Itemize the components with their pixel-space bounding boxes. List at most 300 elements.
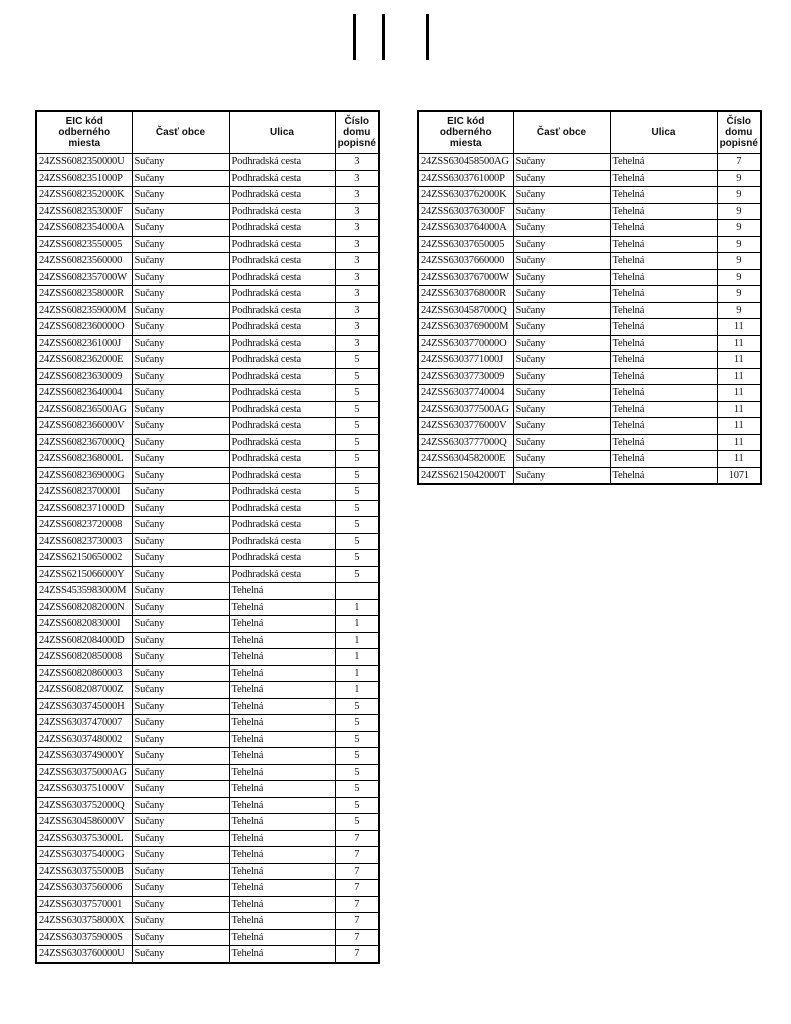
cell-part: Sučany [132,715,229,732]
cell-street: Tehelná [610,220,717,237]
cell-part: Sučany [132,764,229,781]
cell-eic-code: 24ZSS630458500AG [418,154,513,171]
cell-eic-code: 24ZSS63037480002 [36,731,132,748]
cell-street: Tehelná [229,665,335,682]
cell-part: Sučany [132,698,229,715]
table-row [418,401,761,418]
cell-street: Tehelná [229,913,335,930]
cell-eic-code: 24ZSS6082358000R [36,286,132,303]
cell-eic-code: 24ZSS6303768000R [418,286,513,303]
cell-part: Sučany [513,385,610,402]
header-street: Ulica [229,111,335,154]
cell-street: Podhradská cesta [229,418,335,435]
cell-part: Sučany [132,269,229,286]
cell-eic-code: 24ZSS6082354000A [36,220,132,237]
cell-number: 3 [335,187,379,204]
vertical-mark-1 [353,14,356,60]
cell-street: Podhradská cesta [229,467,335,484]
left-table [35,110,380,964]
table-row [36,335,379,352]
cell-number: 11 [717,434,761,451]
table-header [418,111,761,154]
cell-part: Sučany [132,500,229,517]
cell-eic-code: 24ZSS6082353000F [36,203,132,220]
cell-number: 11 [717,368,761,385]
table-row [36,385,379,402]
cell-number: 7 [717,154,761,171]
cell-number: 9 [717,203,761,220]
cell-part: Sučany [132,583,229,600]
cell-number: 7 [335,830,379,847]
cell-part: Sučany [132,665,229,682]
cell-part: Sučany [513,236,610,253]
header-number: Číslo domu popisné [335,111,379,154]
cell-eic-code: 24ZSS6303745000H [36,698,132,715]
cell-street: Podhradská cesta [229,401,335,418]
table-row [36,484,379,501]
table-row [36,665,379,682]
cell-street: Tehelná [229,715,335,732]
table-row [36,599,379,616]
table-row [418,434,761,451]
cell-number: 5 [335,451,379,468]
cell-number: 3 [335,319,379,336]
cell-street: Podhradská cesta [229,352,335,369]
cell-street: Tehelná [610,253,717,270]
table-row [36,352,379,369]
cell-street: Tehelná [229,929,335,946]
cell-number: 9 [717,269,761,286]
cell-part: Sučany [132,649,229,666]
cell-eic-code: 24ZSS6304586000V [36,814,132,831]
table-row [36,946,379,963]
header-part: Časť obce [132,111,229,154]
cell-part: Sučany [132,880,229,897]
cell-number: 5 [335,797,379,814]
cell-eic-code: 24ZSS6303749000Y [36,748,132,765]
cell-part: Sučany [132,830,229,847]
header-part: Časť obce [513,111,610,154]
cell-part: Sučany [132,731,229,748]
cell-part: Sučany [132,203,229,220]
table-row [418,187,761,204]
cell-street: Tehelná [610,418,717,435]
cell-eic-code: 24ZSS6082359000M [36,302,132,319]
table-row [36,781,379,798]
cell-street: Podhradská cesta [229,236,335,253]
cell-part: Sučany [132,451,229,468]
cell-eic-code: 24ZSS6303763000F [418,203,513,220]
cell-part: Sučany [132,632,229,649]
cell-part: Sučany [132,335,229,352]
cell-street: Tehelná [229,649,335,666]
cell-eic-code: 24ZSS63037470007 [36,715,132,732]
vertical-mark-3 [426,14,429,60]
cell-eic-code: 24ZSS63037650005 [418,236,513,253]
cell-number: 5 [335,533,379,550]
vertical-mark-2 [382,14,385,60]
cell-part: Sučany [513,467,610,484]
cell-street: Podhradská cesta [229,319,335,336]
cell-part: Sučany [132,352,229,369]
cell-eic-code: 24ZSS6303754000G [36,847,132,864]
cell-number: 1 [335,682,379,699]
cell-part: Sučany [513,335,610,352]
cell-number: 11 [717,385,761,402]
cell-part: Sučany [132,896,229,913]
cell-number: 1 [335,599,379,616]
cell-eic-code: 24ZSS6303760000U [36,946,132,963]
cell-part: Sučany [513,319,610,336]
table-row [36,913,379,930]
cell-number: 5 [335,385,379,402]
cell-eic-code: 24ZSS6303770000O [418,335,513,352]
table-row [36,616,379,633]
cell-part: Sučany [132,253,229,270]
cell-number: 3 [335,220,379,237]
cell-eic-code: 24ZSS6303771000J [418,352,513,369]
cell-street: Tehelná [610,154,717,171]
cell-number: 5 [335,500,379,517]
cell-number: 5 [335,484,379,501]
cell-street: Podhradská cesta [229,484,335,501]
cell-eic-code: 24ZSS63037560006 [36,880,132,897]
cell-eic-code: 24ZSS6304582000E [418,451,513,468]
cell-eic-code: 24ZSS6304587000Q [418,302,513,319]
cell-street: Tehelná [610,286,717,303]
cell-number: 5 [335,566,379,583]
cell-eic-code: 24ZSS63037660000 [418,253,513,270]
cell-part: Sučany [132,797,229,814]
cell-number: 5 [335,764,379,781]
cell-part: Sučany [513,203,610,220]
cell-eic-code: 24ZSS6082371000D [36,500,132,517]
header-eic: EIC kód odberného miesta [36,111,132,154]
table-row [36,401,379,418]
cell-part: Sučany [132,319,229,336]
table-row [36,880,379,897]
cell-eic-code: 24ZSS6082370000I [36,484,132,501]
cell-part: Sučany [513,220,610,237]
cell-street: Podhradská cesta [229,253,335,270]
cell-number: 5 [335,352,379,369]
cell-number: 5 [335,517,379,534]
cell-part: Sučany [513,352,610,369]
cell-number: 11 [717,401,761,418]
cell-eic-code: 24ZSS4535983000M [36,583,132,600]
cell-eic-code: 24ZSS63037740004 [418,385,513,402]
table-row [418,236,761,253]
cell-eic-code: 24ZSS6082087000Z [36,682,132,699]
table-row [418,253,761,270]
cell-number: 5 [335,781,379,798]
cell-part: Sučany [132,517,229,534]
cell-street: Tehelná [229,632,335,649]
cell-eic-code: 24ZSS6303758000X [36,913,132,930]
cell-part: Sučany [513,154,610,171]
cell-number: 9 [717,170,761,187]
cell-eic-code: 24ZSS63037570001 [36,896,132,913]
cell-eic-code: 24ZSS63037730009 [418,368,513,385]
table-row [36,649,379,666]
table-row [418,302,761,319]
cell-part: Sučany [513,187,610,204]
table-row [418,335,761,352]
cell-eic-code: 24ZSS6082366000V [36,418,132,435]
cell-part: Sučany [513,368,610,385]
table-row [36,682,379,699]
cell-street: Podhradská cesta [229,368,335,385]
cell-street: Podhradská cesta [229,187,335,204]
cell-number: 5 [335,434,379,451]
cell-street: Podhradská cesta [229,286,335,303]
table-header [36,111,379,154]
table-row [418,418,761,435]
table-row [36,698,379,715]
cell-number: 1 [335,632,379,649]
table-row [36,418,379,435]
header-eic: EIC kód odberného miesta [418,111,513,154]
cell-eic-code: 24ZSS60823560000 [36,253,132,270]
cell-street: Tehelná [610,302,717,319]
table-row [36,451,379,468]
cell-part: Sučany [132,814,229,831]
cell-part: Sučany [132,550,229,567]
table-row [418,319,761,336]
cell-eic-code: 24ZSS6303767000W [418,269,513,286]
cell-eic-code: 24ZSS6303777000Q [418,434,513,451]
table-row [418,170,761,187]
cell-street: Tehelná [229,748,335,765]
cell-street: Podhradská cesta [229,203,335,220]
cell-eic-code: 24ZSS6082084000D [36,632,132,649]
cell-eic-code: 24ZSS6303776000V [418,418,513,435]
cell-street: Podhradská cesta [229,451,335,468]
table-row [36,236,379,253]
cell-street: Podhradská cesta [229,170,335,187]
cell-part: Sučany [132,682,229,699]
cell-street: Podhradská cesta [229,533,335,550]
table-row [36,731,379,748]
cell-eic-code: 24ZSS6082082000N [36,599,132,616]
cell-number: 5 [335,418,379,435]
cell-eic-code: 24ZSS6303759000S [36,929,132,946]
cell-street: Podhradská cesta [229,550,335,567]
cell-eic-code: 24ZSS6303755000B [36,863,132,880]
cell-part: Sučany [513,286,610,303]
cell-number: 7 [335,913,379,930]
cell-eic-code: 24ZSS6082368000L [36,451,132,468]
table-row [36,583,379,600]
cell-street: Podhradská cesta [229,517,335,534]
cell-number: 7 [335,863,379,880]
table-row [36,500,379,517]
cell-street: Tehelná [229,781,335,798]
cell-street: Podhradská cesta [229,269,335,286]
table-row [36,715,379,732]
cell-street: Tehelná [229,797,335,814]
cell-number: 11 [717,319,761,336]
cell-number: 9 [717,302,761,319]
cell-number: 3 [335,253,379,270]
cell-number: 11 [717,335,761,352]
cell-street: Tehelná [610,236,717,253]
table-row [418,269,761,286]
cell-street: Podhradská cesta [229,220,335,237]
cell-eic-code: 24ZSS6082350000U [36,154,132,171]
table-row [36,203,379,220]
cell-part: Sučany [132,302,229,319]
cell-street: Podhradská cesta [229,566,335,583]
cell-number: 3 [335,154,379,171]
cell-street: Podhradská cesta [229,335,335,352]
cell-eic-code: 24ZSS6082360000O [36,319,132,336]
left-table-body [36,154,379,963]
cell-number: 7 [335,929,379,946]
cell-eic-code: 24ZSS6082367000Q [36,434,132,451]
cell-eic-code: 24ZSS6303762000K [418,187,513,204]
cell-eic-code: 24ZSS608236500AG [36,401,132,418]
cell-street: Tehelná [610,401,717,418]
cell-eic-code: 24ZSS6303761000P [418,170,513,187]
table-row [418,385,761,402]
table-row [36,286,379,303]
cell-eic-code: 24ZSS60823550005 [36,236,132,253]
cell-part: Sučany [132,599,229,616]
cell-number: 3 [335,286,379,303]
table-row [36,467,379,484]
cell-part: Sučany [513,253,610,270]
cell-street: Tehelná [610,187,717,204]
cell-street: Tehelná [229,863,335,880]
header-number: Číslo domu popisné [717,111,761,154]
table-row [36,863,379,880]
table-row [36,814,379,831]
table-row [36,632,379,649]
cell-number: 9 [717,220,761,237]
cell-number: 5 [335,731,379,748]
cell-eic-code: 24ZSS6082369000G [36,467,132,484]
cell-number: 11 [717,451,761,468]
cell-eic-code: 24ZSS6303751000V [36,781,132,798]
cell-part: Sučany [132,748,229,765]
cell-part: Sučany [513,451,610,468]
table-row [36,302,379,319]
cell-number: 11 [717,352,761,369]
cell-street: Tehelná [229,830,335,847]
cell-number: 3 [335,269,379,286]
cell-number: 7 [335,880,379,897]
cell-part: Sučany [132,484,229,501]
table-row [36,368,379,385]
cell-eic-code: 24ZSS6082083000I [36,616,132,633]
cell-number: 5 [335,467,379,484]
cell-eic-code: 24ZSS6303769000M [418,319,513,336]
cell-part: Sučany [132,913,229,930]
cell-part: Sučany [132,286,229,303]
right-table [417,110,762,485]
cell-part: Sučany [132,616,229,633]
cell-number: 3 [335,203,379,220]
cell-part: Sučany [513,269,610,286]
cell-number: 1 [335,616,379,633]
table-row [36,533,379,550]
cell-eic-code: 24ZSS6082361000J [36,335,132,352]
cell-number: 3 [335,170,379,187]
cell-number: 1 [335,649,379,666]
cell-number: 11 [717,418,761,435]
table-row [36,929,379,946]
cell-street: Tehelná [610,385,717,402]
cell-eic-code: 24ZSS60823640004 [36,385,132,402]
cell-eic-code: 24ZSS630377500AG [418,401,513,418]
cell-street: Tehelná [229,583,335,600]
table-row [36,434,379,451]
cell-number: 1071 [717,467,761,484]
cell-part: Sučany [132,467,229,484]
cell-street: Tehelná [610,451,717,468]
cell-part: Sučany [132,401,229,418]
cell-number: 5 [335,748,379,765]
cell-number [335,583,379,600]
cell-part: Sučany [132,368,229,385]
cell-number: 7 [335,896,379,913]
cell-number: 5 [335,368,379,385]
cell-part: Sučany [132,187,229,204]
cell-number: 9 [717,187,761,204]
cell-part: Sučany [132,434,229,451]
cell-street: Tehelná [229,764,335,781]
cell-number: 3 [335,236,379,253]
cell-eic-code: 24ZSS60823630009 [36,368,132,385]
cell-eic-code: 24ZSS6082351000P [36,170,132,187]
table-row [418,451,761,468]
table-row [36,896,379,913]
cell-street: Tehelná [610,319,717,336]
table-row [36,517,379,534]
cell-street: Podhradská cesta [229,385,335,402]
table-row [418,368,761,385]
table-row [418,352,761,369]
cell-street: Tehelná [610,269,717,286]
cell-part: Sučany [132,154,229,171]
table-row [418,203,761,220]
cell-street: Tehelná [610,434,717,451]
cell-part: Sučany [513,170,610,187]
cell-part: Sučany [132,847,229,864]
cell-eic-code: 24ZSS6082357000W [36,269,132,286]
cell-eic-code: 24ZSS62150650002 [36,550,132,567]
cell-street: Tehelná [229,814,335,831]
cell-eic-code: 24ZSS6215042000T [418,467,513,484]
cell-street: Tehelná [229,946,335,963]
cell-eic-code: 24ZSS60823720008 [36,517,132,534]
cell-part: Sučany [132,781,229,798]
cell-eic-code: 24ZSS6215066000Y [36,566,132,583]
cell-eic-code: 24ZSS6303752000Q [36,797,132,814]
cell-street: Tehelná [610,368,717,385]
table-row [36,269,379,286]
cell-part: Sučany [132,863,229,880]
cell-street: Tehelná [229,880,335,897]
cell-number: 3 [335,302,379,319]
table-row [418,220,761,237]
table-row [36,253,379,270]
cell-number: 5 [335,715,379,732]
cell-street: Tehelná [229,731,335,748]
cell-part: Sučany [132,236,229,253]
cell-number: 7 [335,946,379,963]
